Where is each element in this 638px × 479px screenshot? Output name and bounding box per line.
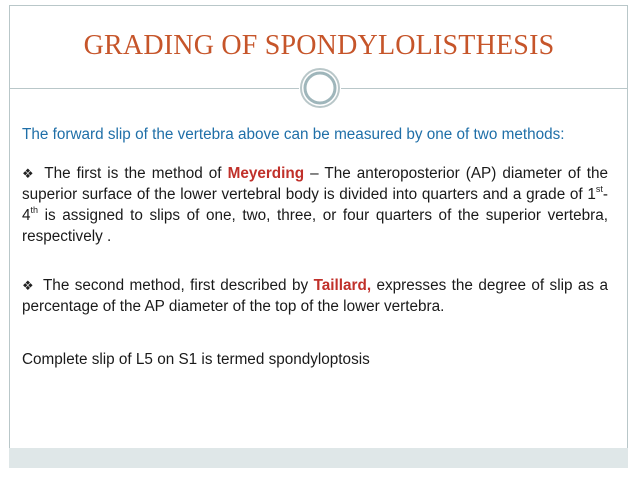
bullet-taillard (22, 275, 608, 317)
title-divider-left (9, 88, 299, 89)
superscript-st: st (595, 183, 603, 194)
taillard-highlight: Taillard, (313, 277, 372, 294)
intro-text: The forward slip of the vertebra above can be measured by one of two methods: (22, 126, 565, 143)
title-divider-right (341, 88, 628, 89)
bullet-meyerding (22, 163, 608, 247)
bullet1-text-mid: - 4 (22, 186, 608, 224)
bullet1-text-before: The first is the method of (38, 165, 228, 182)
closing-text: Complete slip of L5 on S1 is termed spondyloptosis (22, 351, 370, 368)
slide-body (22, 124, 608, 370)
slide-title: GRADING OF SPONDYLOLISTHESIS (83, 30, 555, 61)
meyerding-highlight: Meyerding (227, 165, 305, 182)
superscript-th: th (30, 204, 39, 215)
circle-ornament-icon (299, 67, 341, 109)
bullet1-text-end: is assigned to slips of one, two, three, or four quarters of the superior vertebra, respectively . (22, 207, 608, 245)
diamond-bullet-icon: ❖ (22, 278, 35, 293)
bullet1-text-after: – The anteroposterior (AP) diameter of the superior surface of the lower vertebral body is divided into quarters and a grade of 1 (22, 165, 608, 203)
bullet2-text-after: expresses the degree of slip as a percentage of the AP diameter of the top of the lower vertebra. (22, 277, 608, 315)
footer-band (9, 448, 628, 468)
bullet2-text-before: The second method, first described by (37, 277, 314, 294)
diamond-bullet-icon: ❖ (22, 166, 36, 181)
